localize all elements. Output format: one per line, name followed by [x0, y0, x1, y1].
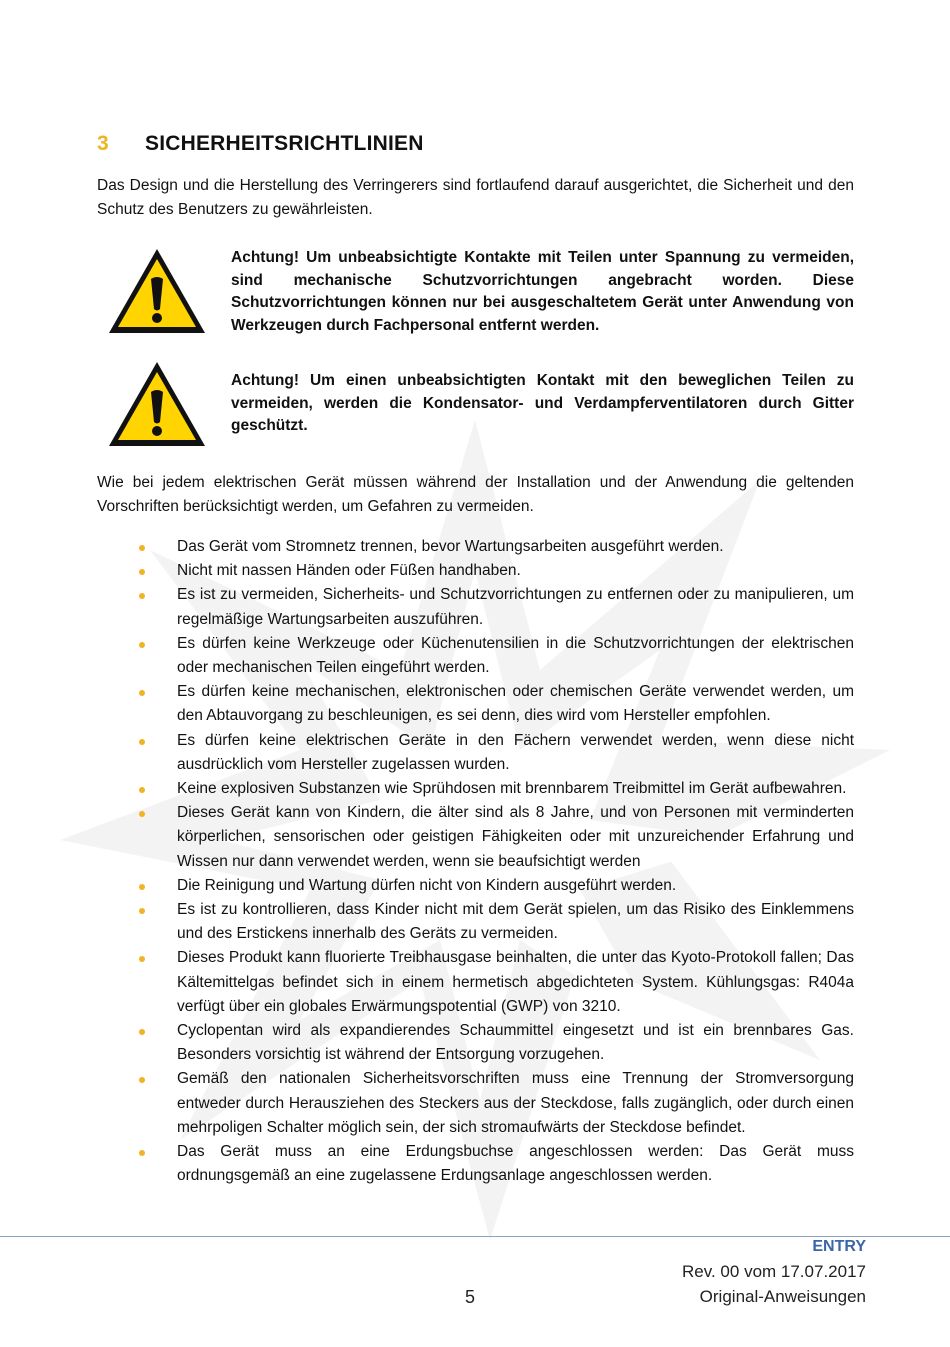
- list-item: Das Gerät muss an eine Erdungsbuchse angeschlossen werden: Das Gerät muss ordnungsgemäß an eine zugelassene Erdungsanlage angeschlossen werden.: [97, 1140, 854, 1188]
- list-item: Es dürfen keine mechanischen, elektronischen oder chemischen Geräte verwendet werden, um den Abtauvorgang zu beschleunigen, es sei denn, dies wird vom Hersteller empfohlen.: [97, 680, 854, 728]
- list-item: Gemäß den nationalen Sicherheitsvorschriften muss eine Trennung der Stromversorgung entweder durch Herausziehen des Steckers aus der Steckdose, falls zugänglich, oder durch einen mehrpoligen Schalter möglich sein, der sich stromaufwärts der Steckdose befindet.: [97, 1067, 854, 1140]
- bullet-dot-icon: [139, 569, 145, 575]
- list-item: Dieses Gerät kann von Kindern, die älter sind als 8 Jahre, und von Personen mit verminderten körperlichen, sensorischen oder geistigen Fähigkeiten oder mit unzureichender Erfahrung und Wissen nur dann verwendet werden, wenn sie beaufsichtigt werden: [97, 801, 854, 874]
- list-item: Es dürfen keine Werkzeuge oder Küchenutensilien in die Schutzvorrichtungen der elektrischen oder mechanischen Teilen eingeführt werden.: [97, 632, 854, 680]
- intro-paragraph: Das Design und die Herstellung des Verringerers sind fortlaufend darauf ausgerichtet, die Sicherheit und den Schutz des Benutzers zu gewährleisten.: [97, 177, 854, 218]
- bullet-dot-icon: [139, 690, 145, 696]
- regulations-paragraph: Wie bei jedem elektrischen Gerät müssen während der Installation und der Anwendung die geltenden Vorschriften berücksichtigt werden, um Gefahren zu vermeiden.: [97, 474, 854, 515]
- footer-revision: Rev. 00 vom 17.07.2017: [682, 1262, 866, 1281]
- bullet-dot-icon: [139, 956, 145, 962]
- bullet-dot-icon: [139, 811, 145, 817]
- list-item: Cyclopentan wird als expandierendes Schaummittel eingesetzt und ist ein brennbares Gas. Besonders vorsichtig ist während der Entsorgung vorzugehen.: [97, 1019, 854, 1067]
- list-item: Nicht mit nassen Händen oder Füßen handhaben.: [97, 559, 854, 583]
- list-item: Es dürfen keine elektrischen Geräte in den Fächern verwendet werden, wenn diese nicht ausdrücklich vom Hersteller zugelassen wurden.: [97, 729, 854, 777]
- warning-text: Achtung! Um unbeabsichtigte Kontakte mit Teilen unter Spannung zu vermeiden, sind mechanische Schutzvorrichtungen angebracht worden. Diese Schutzvorrichtungen können nur bei ausgeschaltetem Gerät unter Anwendung von Werkzeugen durch Fachpersonal entfernt werden.: [231, 249, 854, 334]
- bullet-dot-icon: [139, 787, 145, 793]
- list-item: Es ist zu kontrollieren, dass Kinder nicht mit dem Gerät spielen, um das Risiko des Einklemmens und des Erstickens innerhalb des Geräts zu vermeiden.: [97, 898, 854, 946]
- list-item: Keine explosiven Substanzen wie Sprühdosen mit brennbarem Treibmittel im Gerät aufbewahren.: [97, 777, 854, 801]
- safety-bullet-list: [97, 535, 854, 1188]
- bullet-dot-icon: [139, 1150, 145, 1156]
- section-heading: [97, 128, 424, 160]
- footer-brand: ENTRY: [812, 1238, 866, 1255]
- section-title: SICHERHEITSRICHTLINIEN: [145, 132, 424, 155]
- bullet-dot-icon: [139, 593, 145, 599]
- bullet-dot-icon: [139, 545, 145, 551]
- footer-divider: [0, 1236, 950, 1237]
- warning-triangle-icon: [107, 360, 207, 448]
- bullet-dot-icon: [139, 739, 145, 745]
- list-item: Es ist zu vermeiden, Sicherheits- und Schutzvorrichtungen zu entfernen oder zu manipulieren, um regelmäßige Wartungsarbeiten auszuführen.: [97, 583, 854, 631]
- bullet-dot-icon: [139, 908, 145, 914]
- bullet-dot-icon: [139, 642, 145, 648]
- bullet-dot-icon: [139, 884, 145, 890]
- section-number: 3: [97, 132, 109, 155]
- list-item: Die Reinigung und Wartung dürfen nicht von Kindern ausgeführt werden.: [97, 874, 854, 898]
- warning-triangle-icon: [107, 247, 207, 335]
- page-number: 5: [465, 1287, 476, 1307]
- bullet-dot-icon: [139, 1077, 145, 1083]
- list-item: Dieses Produkt kann fluorierte Treibhausgase beinhalten, die unter das Kyoto-Protokoll fallen; Das Kältemittelgas befindet sich in einem hermetisch abgedichteten System. Kühlungsgas: R404a verfügt über ein globales Erwärmungspotential (GWP) von 3210.: [97, 946, 854, 1019]
- list-item: Das Gerät vom Stromnetz trennen, bevor Wartungsarbeiten ausgeführt werden.: [97, 535, 854, 559]
- warning-text: Achtung! Um einen unbeabsichtigten Kontakt mit den beweglichen Teilen zu vermeiden, werden die Kondensator- und Verdampferventilatoren durch Gitter geschützt.: [231, 372, 854, 434]
- bullet-dot-icon: [139, 1029, 145, 1035]
- footer-document-type: Original-Anweisungen: [699, 1287, 866, 1306]
